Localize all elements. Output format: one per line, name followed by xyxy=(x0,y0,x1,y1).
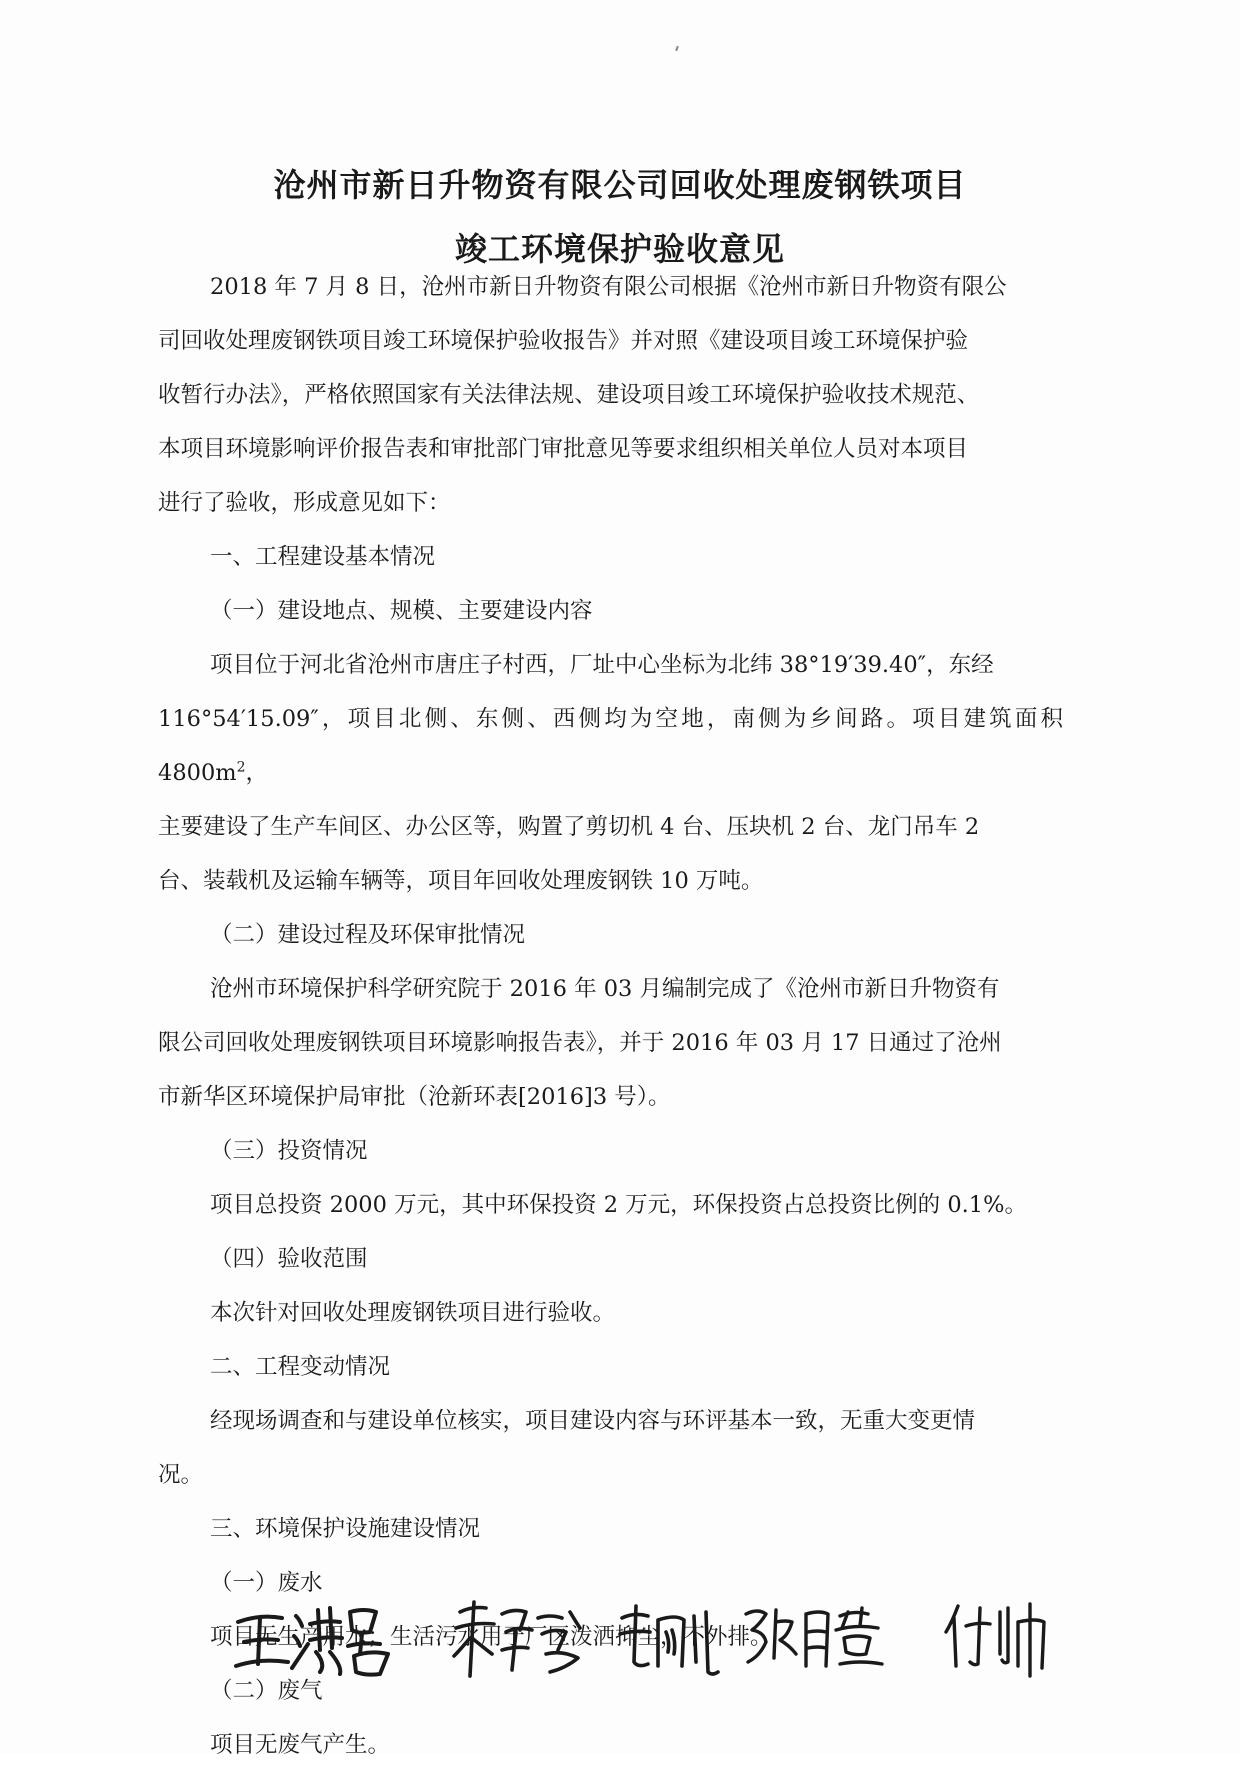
section1-sub2-heading: （二）建设过程及环保审批情况 xyxy=(210,922,526,948)
intro-paragraph xyxy=(158,260,1063,530)
intro-line: 本项目环境影响评价报告表和审批部门审批意见等要求组织相关单位人员对本项目 xyxy=(158,436,969,462)
section1-sub2-line: 沧州市环境保护科学研究院于 2016 年 03 月编制完成了《沧州市新日升物资有 xyxy=(210,976,1000,1002)
section3-heading: 三、环境保护设施建设情况 xyxy=(210,1516,481,1542)
section1-sub4-text: 本次针对回收处理废钢铁项目进行验收。 xyxy=(210,1300,616,1326)
document-title-line1: 沧州市新日升物资有限公司回收处理废钢铁项目 xyxy=(273,166,967,204)
section2-heading: 二、工程变动情况 xyxy=(210,1354,391,1380)
signature-5 xyxy=(944,1592,1064,1682)
signature-1-image xyxy=(230,1592,400,1682)
section1-sub1-line: 主要建设了生产车间区、办公区等，购置了剪切机 4 台、压块机 2 台、龙门吊车 2 xyxy=(158,814,980,840)
signature-area xyxy=(230,1592,1090,1692)
section2-line: 经现场调查和与建设单位核实，项目建设内容与环评基本一致，无重大变更情 xyxy=(210,1408,976,1434)
section-1 xyxy=(158,530,1063,1772)
section1-sub4-heading: （四）验收范围 xyxy=(210,1246,368,1272)
section1-sub1-line: 项目位于河北省沧州市唐庄子村西，厂址中心坐标为北纬 38°19′39.40″，东经 xyxy=(210,652,994,678)
area-superscript: 2 xyxy=(236,759,246,776)
section1-sub3-heading: （三）投资情况 xyxy=(210,1138,368,1164)
signature-4-image xyxy=(740,1592,910,1682)
section1-sub2-line: 市新华区环境保护局审批（沧新环表[2016]3 号）。 xyxy=(158,1084,671,1110)
section1-heading: 一、工程建设基本情况 xyxy=(210,544,436,570)
area-line-text: 116°54′15.09″，项目北侧、东侧、西侧均为空地，南侧为乡间路。项目建筑面积 4800m xyxy=(158,706,1063,786)
section1-sub3-text: 项目总投资 2000 万元，其中环保投资 2 万元，环保投资占总投资比例的 0.1%。 xyxy=(210,1192,1027,1218)
intro-line: 进行了验收，形成意见如下： xyxy=(158,490,451,516)
section3-sub2-text: 项目无废气产生。 xyxy=(210,1732,391,1758)
section1-sub2-line: 限公司回收处理废钢铁项目环境影响报告表》，并于 2016 年 03 月 17 日通过了沧州 xyxy=(158,1030,1002,1056)
section2-line: 况。 xyxy=(158,1462,204,1488)
signature-1 xyxy=(230,1592,400,1682)
signature-4 xyxy=(740,1592,910,1682)
signature-3 xyxy=(614,1592,734,1682)
signature-2-image xyxy=(450,1592,600,1682)
signature-3-image xyxy=(614,1592,734,1682)
intro-line: 2018 年 7 月 8 日，沧州市新日升物资有限公司根据《沧州市新日升物资有限公 xyxy=(210,274,1007,300)
scan-speck xyxy=(675,46,679,51)
section1-sub1-line: 台、装载机及运输车辆等，项目年回收处理废钢铁 10 万吨。 xyxy=(158,868,764,894)
section3-sub2-heading: （二）废气 xyxy=(210,1678,323,1704)
signature-5-image xyxy=(944,1592,1064,1682)
document-title-line2: 竣工环境保护验收意见 xyxy=(454,230,785,268)
area-suffix: ， xyxy=(245,760,269,786)
signature-2 xyxy=(450,1592,600,1682)
section3-sub1-heading: （一）废水 xyxy=(210,1570,323,1596)
intro-line: 司回收处理废钢铁项目竣工环境保护验收报告》并对照《建设项目竣工环境保护验 xyxy=(158,328,969,354)
section3-sub1-text: 项目无生产用水；生活污水用于厂区泼洒抑尘，不外排。 xyxy=(210,1624,773,1650)
section1-sub1-heading: （一）建设地点、规模、主要建设内容 xyxy=(210,598,593,624)
section1-sub1-line-area xyxy=(158,692,1063,800)
intro-line: 收暂行办法》，严格依照国家有关法律法规、建设项目竣工环境保护验收技术规范、 xyxy=(158,382,980,408)
